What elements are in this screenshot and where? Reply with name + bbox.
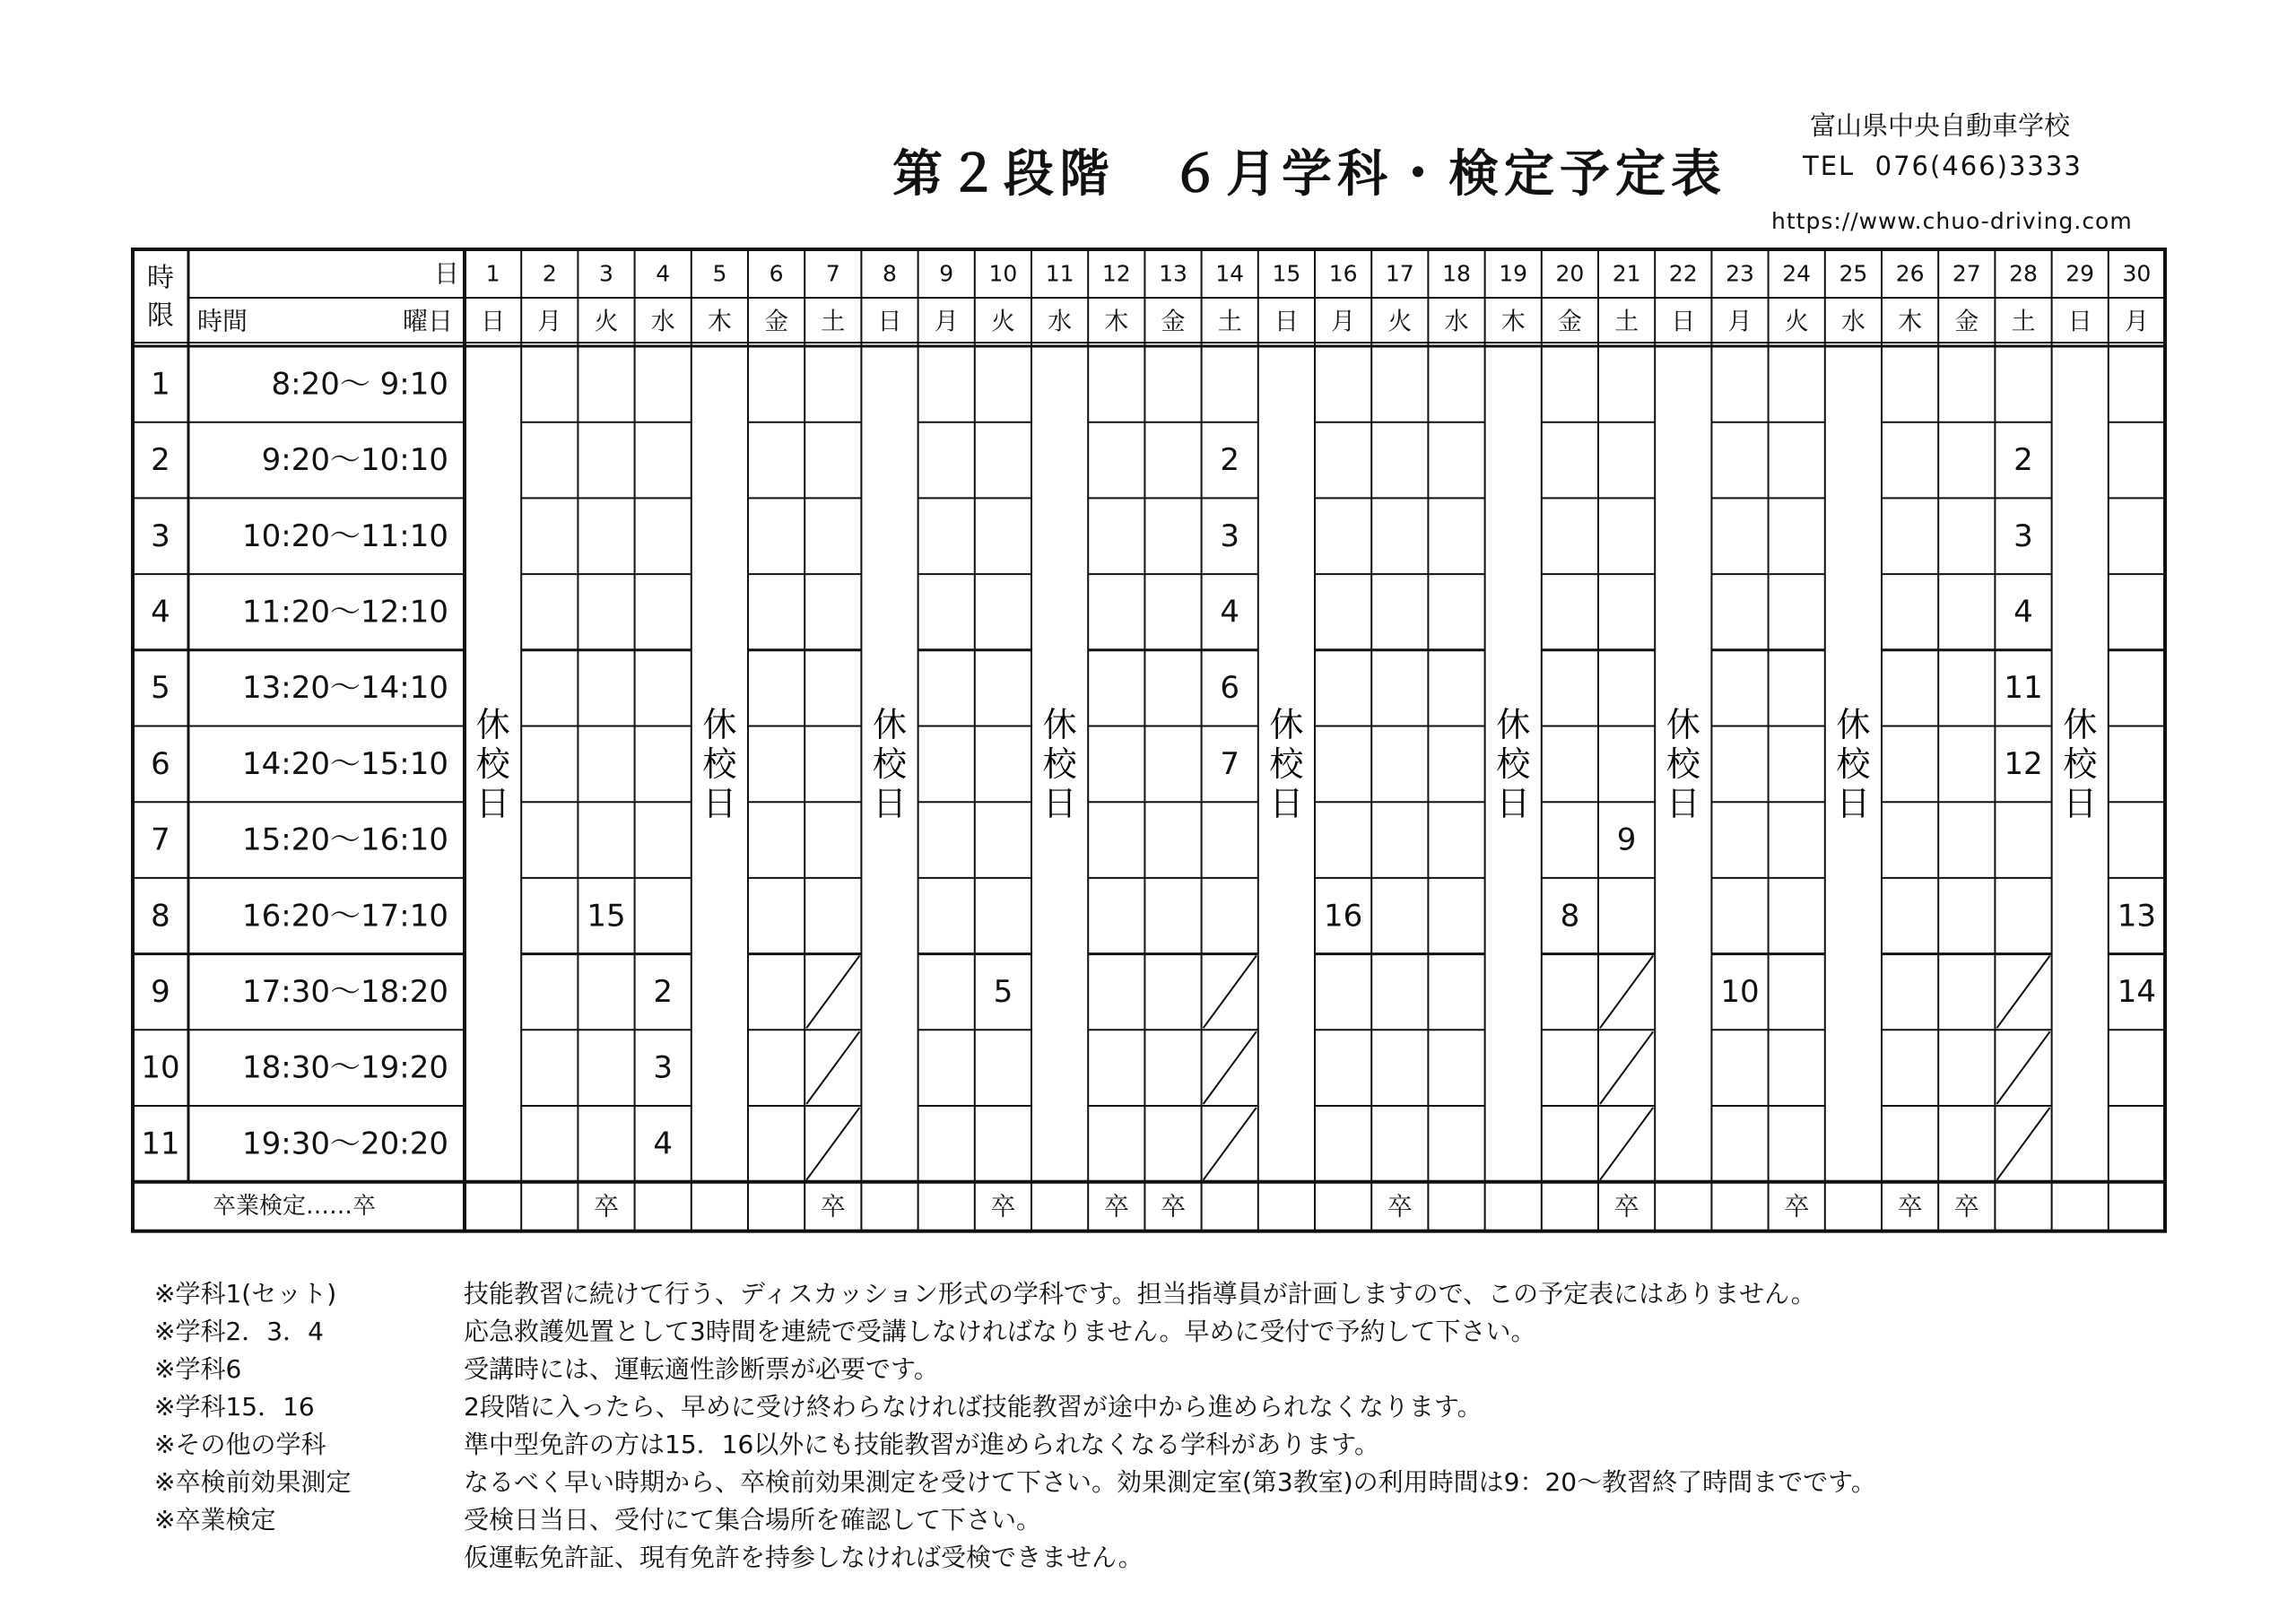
period-number: 5: [151, 670, 170, 707]
note-label: ※卒検前効果測定: [154, 1467, 352, 1497]
exam-mark: 卒: [820, 1191, 846, 1222]
class-entry: 2: [1220, 442, 1240, 479]
website-url: https://www.chuo-driving.com: [1771, 208, 2133, 234]
closed-day-label: [873, 705, 908, 823]
period-time: 17:30〜18:20: [242, 973, 448, 1010]
no-class-slash: [806, 1108, 859, 1180]
closed-day-char: 日: [1042, 784, 1077, 823]
day-number: 10: [988, 260, 1018, 287]
weekday-label: 月: [537, 308, 562, 336]
class-entry: 16: [1323, 898, 1363, 935]
period-number: 10: [141, 1049, 180, 1086]
weekday-label: 月: [1331, 308, 1356, 336]
exam-mark: 卒: [1387, 1191, 1413, 1222]
closed-day-char: 校: [872, 744, 908, 784]
day-number: 6: [769, 260, 784, 287]
no-class-slash: [1204, 956, 1257, 1029]
day-number: 26: [1895, 260, 1925, 287]
phone-number: TEL 076(466)3333: [1803, 151, 2083, 181]
note-label: ※その他の学科: [154, 1430, 326, 1459]
corner-label-top: 時: [147, 262, 174, 294]
class-entry: 3: [653, 1049, 674, 1086]
weekday-label: 火: [1784, 308, 1809, 336]
period-time: 9:20〜10:10: [261, 442, 448, 479]
weekday-label: 日: [481, 308, 506, 336]
period-time: 19:30〜20:20: [242, 1126, 448, 1162]
closed-day-char: 休: [872, 705, 908, 744]
weekday-label: 水: [1444, 308, 1469, 336]
period-number: 6: [151, 745, 170, 782]
class-entry: 4: [1220, 594, 1240, 630]
exam-mark: 卒: [990, 1191, 1016, 1222]
weekday-label: 土: [821, 308, 846, 336]
class-entry: 13: [2117, 898, 2157, 935]
day-number: 25: [1839, 260, 1868, 287]
closed-day-char: 校: [1836, 744, 1871, 784]
day-number: 5: [712, 260, 727, 287]
corner-label-bottom: 限: [147, 300, 174, 332]
exam-mark: 卒: [1784, 1191, 1810, 1222]
weekday-label: 土: [1217, 308, 1242, 336]
day-number: 8: [883, 260, 897, 287]
period-time: 10:20〜11:10: [242, 517, 448, 554]
closed-day-char: 日: [872, 784, 908, 823]
weekday-label: 日: [1274, 308, 1299, 336]
period-number: 1: [151, 366, 170, 403]
period-time: 8:20〜 9:10: [271, 366, 448, 403]
class-entry: 6: [1220, 670, 1240, 707]
exam-mark: 卒: [1160, 1191, 1187, 1222]
closed-day-label: [476, 705, 511, 823]
closed-day-label: [2063, 705, 2098, 823]
class-entry: 8: [1560, 898, 1580, 935]
exam-mark: 卒: [1613, 1191, 1639, 1222]
closed-day-char: 校: [1496, 744, 1531, 784]
day-number: 17: [1385, 260, 1414, 287]
period-number: 7: [151, 822, 170, 858]
weekday-label: 水: [650, 308, 675, 336]
no-class-slash: [1996, 1031, 2049, 1104]
weekday-label: 火: [594, 308, 619, 336]
corner-weekday-label: 曜日: [402, 306, 453, 336]
weekday-label: 木: [1104, 308, 1129, 336]
period-time: 15:20〜16:10: [242, 822, 448, 858]
weekday-label: 月: [1727, 308, 1752, 336]
day-number: 4: [656, 260, 671, 287]
class-entry: 7: [1220, 745, 1240, 782]
closed-day-char: 休: [1665, 705, 1700, 744]
note-label: ※卒業検定: [154, 1505, 276, 1535]
note-label: ※学科2．3．4: [154, 1317, 324, 1346]
closed-day-char: 日: [475, 784, 510, 823]
day-number: 20: [1555, 260, 1585, 287]
weekday-label: 木: [1500, 308, 1526, 336]
class-entry: 3: [1220, 517, 1240, 554]
closed-day-char: 休: [1042, 705, 1077, 744]
class-entry: 5: [993, 973, 1013, 1010]
closed-day-label: [1043, 705, 1078, 823]
day-number: 12: [1101, 260, 1131, 287]
day-number: 15: [1272, 260, 1301, 287]
closed-day-label: [702, 705, 737, 823]
closed-day-char: 校: [475, 744, 510, 784]
exam-mark: 卒: [593, 1191, 620, 1222]
day-number: 1: [485, 260, 500, 287]
period-time: 13:20〜14:10: [242, 670, 448, 707]
day-number: 28: [2009, 260, 2038, 287]
weekday-label: 日: [2067, 308, 2092, 336]
day-number: 7: [825, 260, 840, 287]
no-class-slash: [1996, 956, 2049, 1029]
no-class-slash: [1996, 1108, 2049, 1180]
period-number: 2: [151, 442, 170, 479]
day-number: 13: [1159, 260, 1187, 287]
closed-day-char: 校: [702, 744, 737, 784]
corner-day-label: 日: [433, 258, 460, 289]
weekday-label: 木: [707, 308, 732, 336]
class-entry: 2: [653, 973, 674, 1010]
no-class-slash: [1204, 1031, 1257, 1104]
note-label: ※学科6: [154, 1354, 242, 1384]
period-number: 9: [151, 973, 170, 1010]
closed-day-char: 校: [1042, 744, 1077, 784]
class-entry: 11: [2004, 670, 2043, 707]
note-text: 準中型免許の方は15．16以外にも技能教習が進められなくなる学科があります。: [464, 1430, 1380, 1459]
period-number: 11: [141, 1126, 180, 1162]
day-number: 3: [599, 260, 613, 287]
day-number: 11: [1045, 260, 1074, 287]
period-time: 16:20〜17:10: [242, 898, 448, 935]
class-entry: 10: [1720, 973, 1760, 1010]
note-text: 仮運転免許証、現有免許を持参しなければ受検できません。: [464, 1543, 1144, 1572]
class-entry: 14: [2117, 973, 2157, 1010]
closed-day-char: 日: [2063, 784, 2098, 823]
exam-mark: 卒: [1103, 1191, 1129, 1222]
note-text: 技能教習に続けて行う、ディスカッション形式の学科です。担当指導員が計画しますので、この予定表にはありません。: [464, 1279, 1816, 1309]
weekday-label: 土: [2011, 308, 2036, 336]
day-number: 24: [1782, 260, 1812, 287]
weekday-label: 日: [1671, 308, 1696, 336]
weekday-label: 金: [764, 308, 789, 336]
closed-day-char: 校: [1269, 744, 1304, 784]
weekday-label: 金: [1557, 308, 1582, 336]
period-time: 11:20〜12:10: [242, 594, 448, 630]
closed-day-char: 休: [1496, 705, 1531, 744]
day-number: 27: [1952, 260, 1981, 287]
note-text: 受検日当日、受付にて集合場所を確認して下さい。: [464, 1505, 1042, 1535]
exam-mark: 卒: [1897, 1191, 1923, 1222]
closed-day-char: 休: [702, 705, 737, 744]
weekday-label: 日: [877, 308, 902, 336]
school-name: 富山県中央自動車学校: [1810, 110, 2071, 141]
no-class-slash: [1204, 1108, 1257, 1180]
day-number: 2: [542, 260, 557, 287]
class-entry: 9: [1616, 822, 1637, 858]
class-entry: 4: [653, 1126, 674, 1162]
weekday-label: 水: [1048, 308, 1073, 336]
day-number: 14: [1215, 260, 1245, 287]
no-class-slash: [1600, 1108, 1653, 1180]
period-number: 4: [151, 594, 170, 630]
closed-day-char: 日: [1496, 784, 1531, 823]
class-entry: 12: [2004, 745, 2043, 782]
note-text: 2段階に入ったら、早めに受け終わらなければ技能教習が途中から進められなくなります。: [464, 1392, 1483, 1422]
weekday-label: 金: [1161, 308, 1186, 336]
closed-day-char: 休: [1836, 705, 1871, 744]
exam-row-label: 卒業検定……卒: [212, 1193, 377, 1221]
weekday-label: 火: [990, 308, 1015, 336]
note-text: 応急救護処置として3時間を連続で受講しなければなりません。早めに受付で予約して下さい。: [464, 1317, 1536, 1346]
closed-day-char: 日: [1269, 784, 1304, 823]
day-number: 16: [1328, 260, 1358, 287]
day-number: 22: [1668, 260, 1698, 287]
day-number: 18: [1442, 260, 1471, 287]
closed-day-label: [1666, 705, 1701, 823]
weekday-label: 水: [1840, 308, 1866, 336]
weekday-label: 金: [1954, 308, 1979, 336]
no-class-slash: [806, 956, 859, 1029]
closed-day-char: 日: [1665, 784, 1700, 823]
class-entry: 15: [587, 898, 626, 935]
day-number: 29: [2066, 260, 2095, 287]
weekday-label: 木: [1898, 308, 1923, 336]
page-title: 第２段階 ６月学科・検定予定表: [892, 145, 1726, 204]
day-number: 19: [1499, 260, 1528, 287]
no-class-slash: [806, 1031, 859, 1104]
period-time: 18:30〜19:20: [242, 1049, 448, 1086]
closed-day-char: 日: [702, 784, 737, 823]
closed-day-label: [1836, 705, 1871, 823]
corner-time-label: 時間: [197, 306, 248, 336]
weekday-label: 月: [2124, 308, 2149, 336]
no-class-slash: [1600, 956, 1653, 1029]
day-number: 21: [1612, 260, 1641, 287]
closed-day-char: 休: [475, 705, 510, 744]
class-entry: 4: [2013, 594, 2033, 630]
note-label: ※学科1(セット): [154, 1279, 337, 1309]
class-entry: 2: [2013, 442, 2033, 479]
period-number: 8: [151, 898, 170, 935]
closed-day-char: 日: [1836, 784, 1871, 823]
closed-day-char: 休: [1269, 705, 1304, 744]
day-number: 9: [939, 260, 954, 287]
exam-mark: 卒: [1953, 1191, 1979, 1222]
note-text: なるべく早い時期から、卒検前効果測定を受けて下さい。効果測定室(第3教室)の利用時間は9：20〜教習終了時間までです。: [464, 1467, 1876, 1497]
period-time: 14:20〜15:10: [242, 745, 448, 782]
closed-day-char: 校: [2063, 744, 2098, 784]
weekday-label: 月: [934, 308, 959, 336]
note-label: ※学科15．16: [154, 1392, 315, 1422]
no-class-slash: [1600, 1031, 1653, 1104]
day-number: 23: [1726, 260, 1754, 287]
closed-day-label: [1496, 705, 1531, 823]
closed-day-char: 校: [1665, 744, 1700, 784]
period-number: 3: [151, 517, 170, 554]
day-number: 30: [2122, 260, 2152, 287]
closed-day-char: 休: [2063, 705, 2098, 744]
weekday-label: 火: [1387, 308, 1413, 336]
note-text: 受講時には、運転適性診断票が必要です。: [464, 1354, 939, 1384]
weekday-label: 土: [1614, 308, 1639, 336]
class-entry: 3: [2013, 517, 2033, 554]
closed-day-label: [1269, 705, 1304, 823]
